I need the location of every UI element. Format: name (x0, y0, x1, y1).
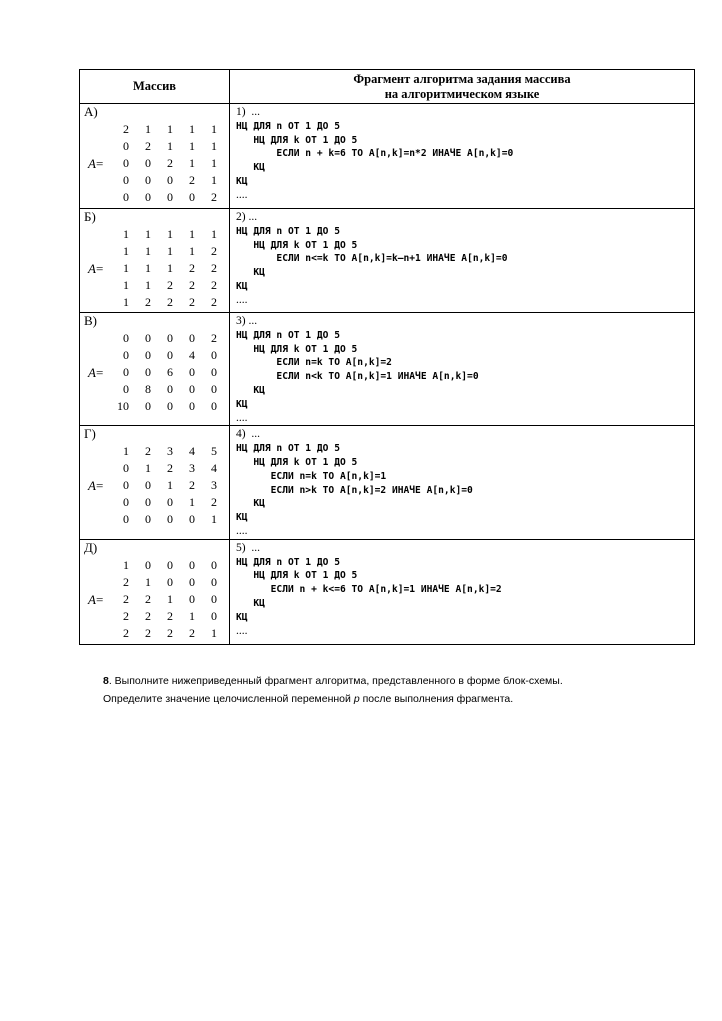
matrix-cell: 2 (211, 295, 217, 309)
matrix-cell: 3 (167, 444, 173, 459)
matrix-row (107, 294, 217, 311)
header-fragment-line1: Фрагмент алгоритма задания массива (353, 71, 571, 86)
array-cell (80, 104, 230, 209)
task-8-line2 (103, 690, 683, 708)
matrix-cell: 2 (211, 331, 217, 345)
matrix-cell: 0 (167, 557, 173, 572)
table-row (80, 539, 695, 644)
code-line: ЕСЛИ n<=k ТО A[n,k]=k–n+1 ИНАЧЕ A[n,k]=0 (236, 253, 508, 265)
matrix-cell: 0 (189, 331, 195, 345)
option-letter: В) (84, 313, 97, 328)
code-block (230, 104, 694, 203)
matrix-cell: 1 (123, 261, 129, 275)
matrix-cell: 0 (167, 331, 173, 345)
matrix-cell: 0 (145, 331, 151, 345)
matrix-cell: 1 (123, 244, 129, 258)
matrix-cell: 1 (211, 512, 217, 527)
code-line: НЦ ДЛЯ n ОТ 1 ДО 5 (236, 329, 340, 341)
matrix-cell: 0 (189, 512, 195, 527)
code-footer-line: .... (236, 293, 248, 306)
matrix-label (88, 262, 103, 276)
code-header-line: 5) ... (236, 541, 260, 554)
code-header-line: 4) ... (236, 428, 260, 441)
matrix-cell: 1 (189, 139, 195, 153)
matrix-cell: 2 (211, 278, 217, 292)
task-8-line1 (103, 672, 683, 690)
matrix-cell: 0 (123, 139, 129, 153)
matrix-cell: 2 (189, 478, 195, 493)
matrix-cell: 1 (189, 227, 195, 241)
matrix-cell: 0 (145, 557, 151, 572)
code-cell (230, 104, 695, 209)
code-line: ЕСЛИ n<k ТО A[n,k]=1 ИНАЧЕ A[n,k]=0 (236, 371, 479, 383)
matrix-cell: 2 (123, 591, 129, 606)
matrix-cell: 0 (123, 478, 129, 493)
table-row (80, 104, 695, 209)
matrix-row (107, 557, 217, 574)
code-line: КЦ (236, 597, 265, 609)
equals-sign: = (95, 156, 104, 171)
option-letter: Д) (84, 539, 98, 555)
matrix-row (107, 330, 217, 347)
matrix-cell: 0 (145, 190, 151, 204)
matrix-name: A (88, 478, 96, 494)
matrix-cell: 1 (123, 227, 129, 241)
option-letter: Г) (84, 426, 96, 442)
equals-sign: = (95, 591, 104, 607)
header-array: Массив (80, 70, 230, 104)
matrix-cell: 1 (167, 227, 173, 241)
code-line: КЦ (236, 512, 248, 524)
matrix-cell: 1 (211, 227, 217, 241)
matrix-row (107, 189, 217, 206)
matrix-row (107, 574, 217, 591)
code-line: КЦ (236, 611, 248, 623)
matrix-cell: 0 (123, 190, 129, 204)
matrix (107, 330, 217, 415)
code-line: КЦ (236, 267, 265, 279)
code-line: НЦ ДЛЯ k ОТ 1 ДО 5 (236, 343, 358, 355)
matrix-cell: 1 (189, 156, 195, 170)
matrix-row (107, 172, 217, 189)
matrix-cell: 2 (189, 261, 195, 275)
matrix-cell: 1 (167, 122, 173, 136)
code-line: КЦ (236, 175, 248, 187)
matrix-name: A (88, 156, 96, 171)
matrix-cell: 1 (189, 244, 195, 258)
code-line: ЕСЛИ n + k<=6 ТО A[n,k]=1 ИНАЧЕ A[n,k]=2 (236, 584, 502, 596)
matrix-cell: 2 (145, 139, 151, 153)
matrix-cell: 0 (189, 365, 195, 379)
matrix-cell: 2 (123, 608, 129, 623)
code-footer-line: .... (236, 411, 248, 424)
matrix-cell: 6 (167, 365, 173, 379)
matrix-cell: 1 (145, 227, 151, 241)
matrix-cell: 1 (189, 608, 195, 623)
matrix-cell: 0 (167, 173, 173, 187)
header-fragment (230, 70, 695, 104)
matrix-name: A (88, 261, 96, 276)
matrix-cell: 2 (145, 444, 151, 459)
code-line: НЦ ДЛЯ k ОТ 1 ДО 5 (236, 239, 358, 251)
matrix-cell: 0 (167, 190, 173, 204)
code-header-line: 3) ... (236, 315, 258, 327)
matrix-cell: 0 (123, 156, 129, 170)
matrix-cell: 0 (123, 495, 129, 510)
code-line: ЕСЛИ n=k ТО A[n,k]=2 (236, 357, 392, 369)
matrix-cell: 0 (211, 591, 217, 606)
matrix-cell: 2 (189, 295, 195, 309)
matrix-row (107, 226, 217, 243)
array-cell (80, 313, 230, 426)
matrix-cell: 0 (189, 574, 195, 589)
matrix-cell: 2 (167, 608, 173, 623)
code-header-line: 2) ... (236, 211, 258, 223)
matrix-cell: 2 (189, 278, 195, 292)
matrix-cell: 0 (123, 173, 129, 187)
code-line: КЦ (236, 280, 248, 292)
task-variable: p (353, 693, 360, 705)
matrix-cell: 0 (167, 574, 173, 589)
matrix-cell: 2 (167, 156, 173, 170)
matrix-cell: 3 (189, 461, 195, 476)
matrix-cell: 0 (167, 495, 173, 510)
matrix-cell: 1 (167, 139, 173, 153)
equals-sign: = (95, 365, 104, 380)
matrix-cell: 10 (117, 399, 129, 413)
matrix-cell: 0 (145, 173, 151, 187)
assignment-table (79, 69, 695, 645)
matrix-cell: 0 (123, 461, 129, 476)
matrix-cell: 2 (167, 278, 173, 292)
matrix-cell: 1 (211, 173, 217, 187)
code-line: ЕСЛИ n + k=6 ТО A[n,k]=n*2 ИНАЧЕ A[n,k]=0 (236, 148, 514, 160)
matrix-cell: 1 (167, 591, 173, 606)
matrix-row (107, 277, 217, 294)
code-cell (230, 539, 695, 644)
matrix-cell: 1 (189, 122, 195, 136)
code-block (230, 313, 694, 425)
matrix-row (107, 121, 217, 138)
code-line: НЦ ДЛЯ n ОТ 1 ДО 5 (236, 120, 340, 132)
matrix-row (107, 625, 217, 642)
matrix-row (107, 494, 217, 511)
array-cell (80, 426, 230, 539)
matrix-cell: 2 (211, 261, 217, 275)
matrix-cell: 2 (145, 608, 151, 623)
code-cell (230, 209, 695, 313)
matrix-cell: 0 (211, 557, 217, 572)
matrix-cell: 2 (145, 625, 151, 640)
matrix-cell: 0 (167, 512, 173, 527)
matrix (107, 121, 217, 206)
matrix-cell: 0 (211, 382, 217, 396)
matrix-cell: 1 (145, 461, 151, 476)
matrix-cell: 0 (145, 348, 151, 362)
code-block (230, 540, 694, 639)
table-header-row (80, 70, 695, 104)
matrix-label (88, 157, 103, 171)
matrix-cell: 2 (145, 295, 151, 309)
matrix-row (107, 243, 217, 260)
task-8-text2a: Определите значение целочисленной переменной (103, 693, 354, 705)
matrix-cell: 4 (189, 444, 195, 459)
matrix-cell: 2 (123, 574, 129, 589)
matrix-cell: 0 (123, 382, 129, 396)
code-footer-line: .... (236, 624, 248, 637)
code-line: НЦ ДЛЯ k ОТ 1 ДО 5 (236, 134, 358, 146)
table-row (80, 426, 695, 539)
matrix-cell: 1 (145, 244, 151, 258)
matrix-cell: 2 (189, 173, 195, 187)
matrix-name: A (88, 591, 96, 607)
code-header-line: 1) ... (236, 106, 260, 118)
task-8-text2b: после выполнения фрагмента. (359, 693, 514, 705)
matrix-cell: 1 (211, 122, 217, 136)
matrix-cell: 2 (145, 591, 151, 606)
table-row (80, 313, 695, 426)
code-line: КЦ (236, 384, 265, 396)
code-line: НЦ ДЛЯ k ОТ 1 ДО 5 (236, 456, 358, 468)
matrix-cell: 0 (211, 608, 217, 623)
code-line: КЦ (236, 498, 265, 510)
code-block (230, 209, 694, 308)
code-line: КЦ (236, 162, 265, 174)
matrix-row (107, 138, 217, 155)
header-fragment-line2: на алгоритмическом языке (384, 86, 540, 101)
matrix-cell: 0 (123, 348, 129, 362)
matrix-cell: 2 (123, 122, 129, 136)
matrix-cell: 0 (167, 382, 173, 396)
matrix-cell: 0 (189, 190, 195, 204)
matrix-cell: 1 (167, 478, 173, 493)
matrix-cell: 0 (189, 591, 195, 606)
option-letter: Б) (84, 209, 96, 224)
matrix-row (107, 591, 217, 608)
code-line: НЦ ДЛЯ k ОТ 1 ДО 5 (236, 570, 358, 582)
matrix-cell: 2 (211, 190, 217, 204)
matrix-cell: 1 (145, 261, 151, 275)
task-number: 8 (103, 675, 109, 687)
matrix-cell: 2 (189, 625, 195, 640)
matrix (107, 557, 217, 642)
matrix-row (107, 260, 217, 277)
matrix-cell: 1 (123, 278, 129, 292)
matrix-cell: 0 (145, 478, 151, 493)
matrix-cell: 0 (123, 331, 129, 345)
matrix-cell: 0 (189, 557, 195, 572)
matrix-cell: 2 (123, 625, 129, 640)
matrix-cell: 0 (211, 348, 217, 362)
matrix-row (107, 608, 217, 625)
option-letter: А) (84, 104, 98, 119)
code-footer-line: .... (236, 524, 248, 537)
matrix-row (107, 381, 217, 398)
matrix-cell: 0 (211, 574, 217, 589)
matrix-row (107, 443, 217, 460)
matrix-cell: 1 (123, 295, 129, 309)
matrix-cell: 2 (167, 625, 173, 640)
matrix-cell: 0 (189, 382, 195, 396)
matrix-cell: 0 (145, 399, 151, 413)
array-cell (80, 209, 230, 313)
matrix-cell: 1 (189, 495, 195, 510)
matrix-cell: 1 (167, 261, 173, 275)
matrix-cell: 1 (145, 278, 151, 292)
equals-sign: = (95, 478, 104, 494)
matrix-cell: 1 (123, 444, 129, 459)
matrix-cell: 4 (211, 461, 217, 476)
code-line: НЦ ДЛЯ n ОТ 1 ДО 5 (236, 556, 340, 568)
matrix-cell: 2 (167, 295, 173, 309)
matrix-cell: 0 (167, 399, 173, 413)
matrix-cell: 1 (211, 156, 217, 170)
code-cell (230, 426, 695, 539)
matrix-cell: 0 (123, 365, 129, 379)
matrix-cell: 0 (145, 365, 151, 379)
matrix-cell: 0 (167, 348, 173, 362)
matrix-cell: 1 (211, 625, 217, 640)
matrix-cell: 8 (145, 382, 151, 396)
code-block (230, 426, 694, 538)
matrix-cell: 0 (145, 512, 151, 527)
matrix-row (107, 364, 217, 381)
matrix-cell: 1 (145, 122, 151, 136)
matrix-cell: 2 (167, 461, 173, 476)
code-line: НЦ ДЛЯ n ОТ 1 ДО 5 (236, 225, 340, 237)
matrix-row (107, 155, 217, 172)
code-line: ЕСЛИ n>k ТО A[n,k]=2 ИНАЧЕ A[n,k]=0 (236, 484, 473, 496)
matrix-cell: 0 (145, 156, 151, 170)
matrix-cell: 2 (211, 244, 217, 258)
matrix-cell: 1 (211, 139, 217, 153)
matrix-cell: 0 (145, 495, 151, 510)
table-row (80, 209, 695, 313)
matrix-cell: 1 (167, 244, 173, 258)
matrix-name: A (88, 365, 96, 380)
matrix-cell: 0 (211, 399, 217, 413)
code-line: НЦ ДЛЯ n ОТ 1 ДО 5 (236, 443, 340, 455)
matrix-row (107, 511, 217, 528)
matrix-cell: 0 (123, 512, 129, 527)
code-line: ЕСЛИ n=k ТО A[n,k]=1 (236, 470, 387, 482)
equals-sign: = (95, 261, 104, 276)
task-8-text1: . Выполните нижеприведенный фрагмент алгоритма, представленного в форме блок-схемы. (108, 675, 563, 687)
matrix-row (107, 347, 217, 364)
matrix-row (107, 398, 217, 415)
matrix-cell: 0 (189, 399, 195, 413)
matrix-cell: 4 (189, 348, 195, 362)
matrix-label (88, 366, 103, 380)
array-cell (80, 539, 230, 644)
task-8 (103, 672, 683, 708)
matrix-row (107, 477, 217, 494)
code-line: КЦ (236, 398, 248, 410)
code-footer-line: .... (236, 188, 248, 201)
matrix-label (88, 593, 103, 607)
matrix-cell: 0 (211, 365, 217, 379)
matrix-cell: 3 (211, 478, 217, 493)
matrix-cell: 2 (211, 495, 217, 510)
matrix-row (107, 460, 217, 477)
matrix (107, 443, 217, 528)
matrix-cell: 5 (211, 444, 217, 459)
matrix-cell: 1 (123, 557, 129, 572)
matrix-label (88, 479, 103, 493)
code-cell (230, 313, 695, 426)
matrix (107, 226, 217, 311)
matrix-cell: 1 (145, 574, 151, 589)
